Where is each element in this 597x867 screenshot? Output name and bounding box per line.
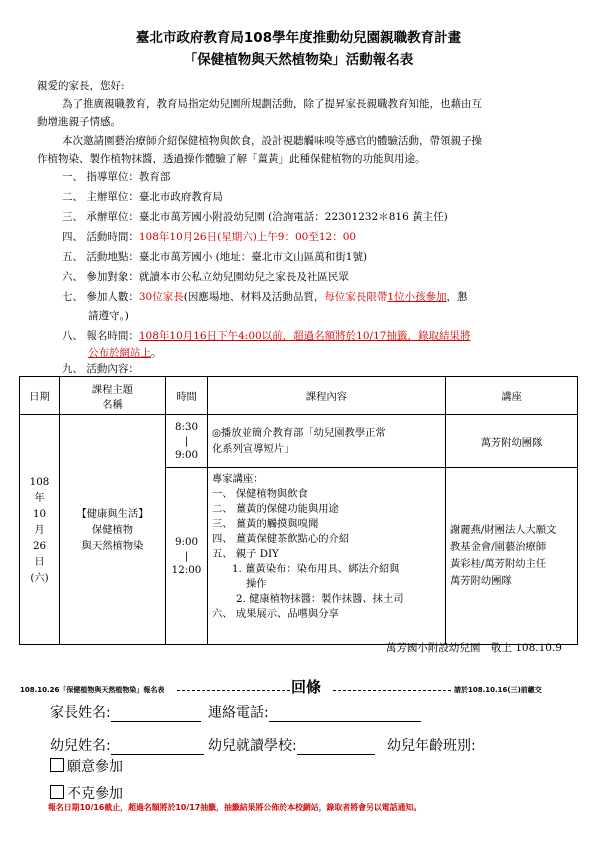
reply-right-label: 請於108.10.16(三)前繳交 bbox=[454, 686, 542, 694]
item-registration-time-cont bbox=[88, 346, 162, 360]
reply-divider-right bbox=[333, 690, 451, 691]
participant-count-tail: ，懇 bbox=[446, 291, 468, 303]
item-guidance-unit: 一、 指導單位：教育部 bbox=[62, 171, 171, 183]
contact-phone-label: 連絡電話: bbox=[208, 705, 269, 721]
row1-time-end: 9:00 bbox=[174, 449, 199, 461]
letter-paragraph-1b: 動增進親子情感。 bbox=[37, 116, 121, 128]
row1-time-start: 8:30 bbox=[174, 421, 199, 433]
item-organizer-unit: 三、 承辦單位：臺北市萬芳國小附設幼兒園 (洽詢電話：22301232＊816 黃主任) bbox=[62, 211, 448, 223]
attend-yes-checkbox[interactable] bbox=[50, 758, 64, 772]
child-school-row bbox=[208, 735, 375, 755]
schedule-table bbox=[19, 376, 578, 645]
letter-paragraph-2b: 作植物染、製作植物抹醬，透過操作體驗了解「薑黃」此種保健植物的功能與用途。 bbox=[37, 153, 426, 165]
date-year: 108 bbox=[29, 475, 50, 488]
participant-count-label: 七、 參加人數： bbox=[62, 291, 139, 303]
document-title: 臺北市政府教育局108學年度推動幼兒園親職教育計畫 bbox=[135, 30, 462, 46]
header-speaker: 講座 bbox=[446, 377, 578, 415]
item-participant-count-cont: 請遵守。) bbox=[88, 310, 129, 322]
participant-count-note: (因應場地、材料及活動品質， bbox=[183, 291, 325, 303]
participant-limit-note: 每位家長限帶 bbox=[324, 291, 388, 303]
date-month-unit: 月 bbox=[34, 523, 45, 536]
letter-paragraph-1a: 為了推廣親職教育，教育局指定幼兒園所規劃活動，除了提昇家長親職教育知能，也藉由互 bbox=[62, 98, 482, 110]
parent-name-field[interactable] bbox=[111, 708, 201, 722]
row1-content-line2: 化系列宣導短片」 bbox=[212, 443, 295, 455]
date-cell bbox=[20, 415, 60, 645]
theme-line2: 保健植物 bbox=[91, 523, 134, 536]
table-row bbox=[20, 415, 578, 468]
parent-name-row bbox=[50, 702, 201, 722]
registration-time-label: 八、 報名時間： bbox=[62, 330, 139, 342]
row2-content-line: 六、 成果展示、品嚐與分享 bbox=[212, 608, 339, 620]
row2-content-line: 1. 薑黃染布：染布用具、綁法介紹與 bbox=[232, 563, 400, 575]
date-day: 26 bbox=[32, 539, 47, 552]
participant-limit-value: 1位小孩參加 bbox=[387, 291, 447, 303]
item-activity-location: 五、 活動地點：臺北市萬芳國小 (地址：臺北市文山區萬和街1號) bbox=[62, 251, 368, 263]
reply-footer-note: 報名日期10/16截止，超過名額將於10/17抽籤，抽籤結果將公佈於本校網站，錄取者將會另以電話通知。 bbox=[48, 803, 422, 812]
speaker-cell-2 bbox=[446, 468, 578, 645]
activity-time-label: 四、 活動時間： bbox=[62, 231, 139, 243]
reply-left-label: 108.10.26「保健植物與天然植物染」報名表 bbox=[20, 686, 165, 694]
time-cell-1 bbox=[166, 415, 208, 468]
participant-count-value: 30位家長 bbox=[138, 291, 184, 303]
child-school-field[interactable] bbox=[297, 741, 375, 755]
row2-speaker-line: 教基金會/園藝治療師 bbox=[450, 541, 547, 553]
document-subtitle: 「保健植物與天然植物染」活動報名表 bbox=[183, 52, 414, 68]
header-theme-line1: 課程主題 bbox=[91, 383, 134, 396]
date-year-unit: 年 bbox=[34, 491, 45, 504]
item-participants: 六、 參加對象：就讀本市公私立幼兒園幼兒之家長及社區民眾 bbox=[62, 271, 349, 283]
row2-time-start: 9:00 bbox=[174, 536, 199, 548]
child-school-label: 幼兒就讀學校: bbox=[208, 738, 297, 754]
header-time: 時間 bbox=[166, 377, 208, 415]
child-class-label: 幼兒年齡班別: bbox=[387, 738, 476, 754]
item-activity-time bbox=[62, 230, 356, 244]
item-registration-time bbox=[62, 329, 470, 343]
attend-yes-label: 願意參加 bbox=[67, 759, 123, 775]
row2-content-line: 三、 薑黃的觸摸與嗅聞 bbox=[212, 518, 319, 530]
letter-paragraph-2a: 本次邀請園藝治療師介紹保健植物與飲食，設計視聽觸味嗅等感官的體驗活動，帶領親子操 bbox=[62, 135, 482, 147]
row2-content-line: 二、 薑黃的保健功能與用途 bbox=[212, 503, 339, 515]
speaker-cell-1: 萬芳附幼團隊 bbox=[446, 415, 578, 468]
row2-content-line: 一、 保健植物與飲食 bbox=[212, 488, 308, 500]
header-theme-line2: 名稱 bbox=[102, 398, 123, 411]
child-name-row bbox=[50, 735, 204, 755]
row2-content-line: 操作 bbox=[246, 578, 267, 590]
activity-time-value: 108年10月26日(星期六)上午9：00至12：00 bbox=[138, 231, 357, 243]
row2-content-line: 五、 親子 DIY bbox=[212, 548, 279, 560]
contact-phone-row bbox=[208, 702, 421, 722]
row1-content-line1: ◎播放並簡介教育部「幼兒園教學正常 bbox=[212, 427, 386, 439]
row2-speaker-line: 謝麗燕/財團法人大願文 bbox=[450, 524, 557, 536]
item-host-unit: 二、 主辦單位：臺北市政府教育局 bbox=[62, 191, 223, 203]
theme-line3: 與天然植物染 bbox=[81, 539, 144, 552]
reply-slip-title: 回條 bbox=[291, 678, 322, 696]
row2-content-line: 2. 健康植物抹醬：製作抹醬、抹土司 bbox=[236, 593, 404, 605]
header-theme bbox=[60, 377, 166, 415]
time-cell-2 bbox=[166, 468, 208, 645]
row2-time-end: 12:00 bbox=[171, 564, 202, 576]
registration-publish-note: 公布於網站上 bbox=[88, 347, 151, 359]
child-name-field[interactable] bbox=[111, 741, 204, 755]
attend-no-checkbox[interactable] bbox=[50, 785, 64, 799]
theme-cell bbox=[60, 415, 166, 645]
table-header-row bbox=[20, 377, 578, 415]
registration-time-value: 108年10月16日下午4:00以前，超過名額將於10/17抽籤，錄取結果將 bbox=[138, 330, 471, 342]
row2-speaker-line: 萬芳附幼團隊 bbox=[450, 575, 512, 587]
theme-line1: 【健康與生活】 bbox=[76, 507, 149, 520]
item-participant-count bbox=[62, 290, 468, 304]
date-day-unit: 日 bbox=[34, 555, 45, 568]
registration-period: 。 bbox=[151, 347, 162, 359]
row1-time-sep: | bbox=[184, 435, 189, 447]
signature: 萬芳國小附設幼兒園 敬上 108.10.9 bbox=[385, 642, 562, 654]
header-content: 課程內容 bbox=[208, 377, 446, 415]
content-cell-1 bbox=[208, 415, 446, 468]
letter-greeting: 親愛的家長，您好: bbox=[37, 80, 125, 92]
date-weekday: (六) bbox=[30, 571, 49, 584]
reply-divider-left bbox=[177, 690, 290, 691]
row2-speaker-line: 黃彩桂/萬芳附幼主任 bbox=[450, 558, 547, 570]
date-month: 10 bbox=[32, 507, 47, 520]
attend-no-label: 不克參加 bbox=[67, 786, 123, 802]
row2-content-line: 專家講座： bbox=[212, 473, 264, 485]
content-cell-2 bbox=[208, 468, 446, 645]
contact-phone-field[interactable] bbox=[269, 708, 421, 722]
child-class-row bbox=[387, 735, 476, 755]
child-name-label: 幼兒姓名: bbox=[50, 738, 111, 754]
row2-content-line: 四、 薑黃保健茶飲點心的介紹 bbox=[212, 533, 350, 545]
row2-time-sep: | bbox=[184, 550, 189, 562]
item-activity-content: 九、 活動內容： bbox=[62, 363, 139, 375]
header-date: 日期 bbox=[20, 377, 60, 415]
parent-name-label: 家長姓名: bbox=[50, 705, 111, 721]
